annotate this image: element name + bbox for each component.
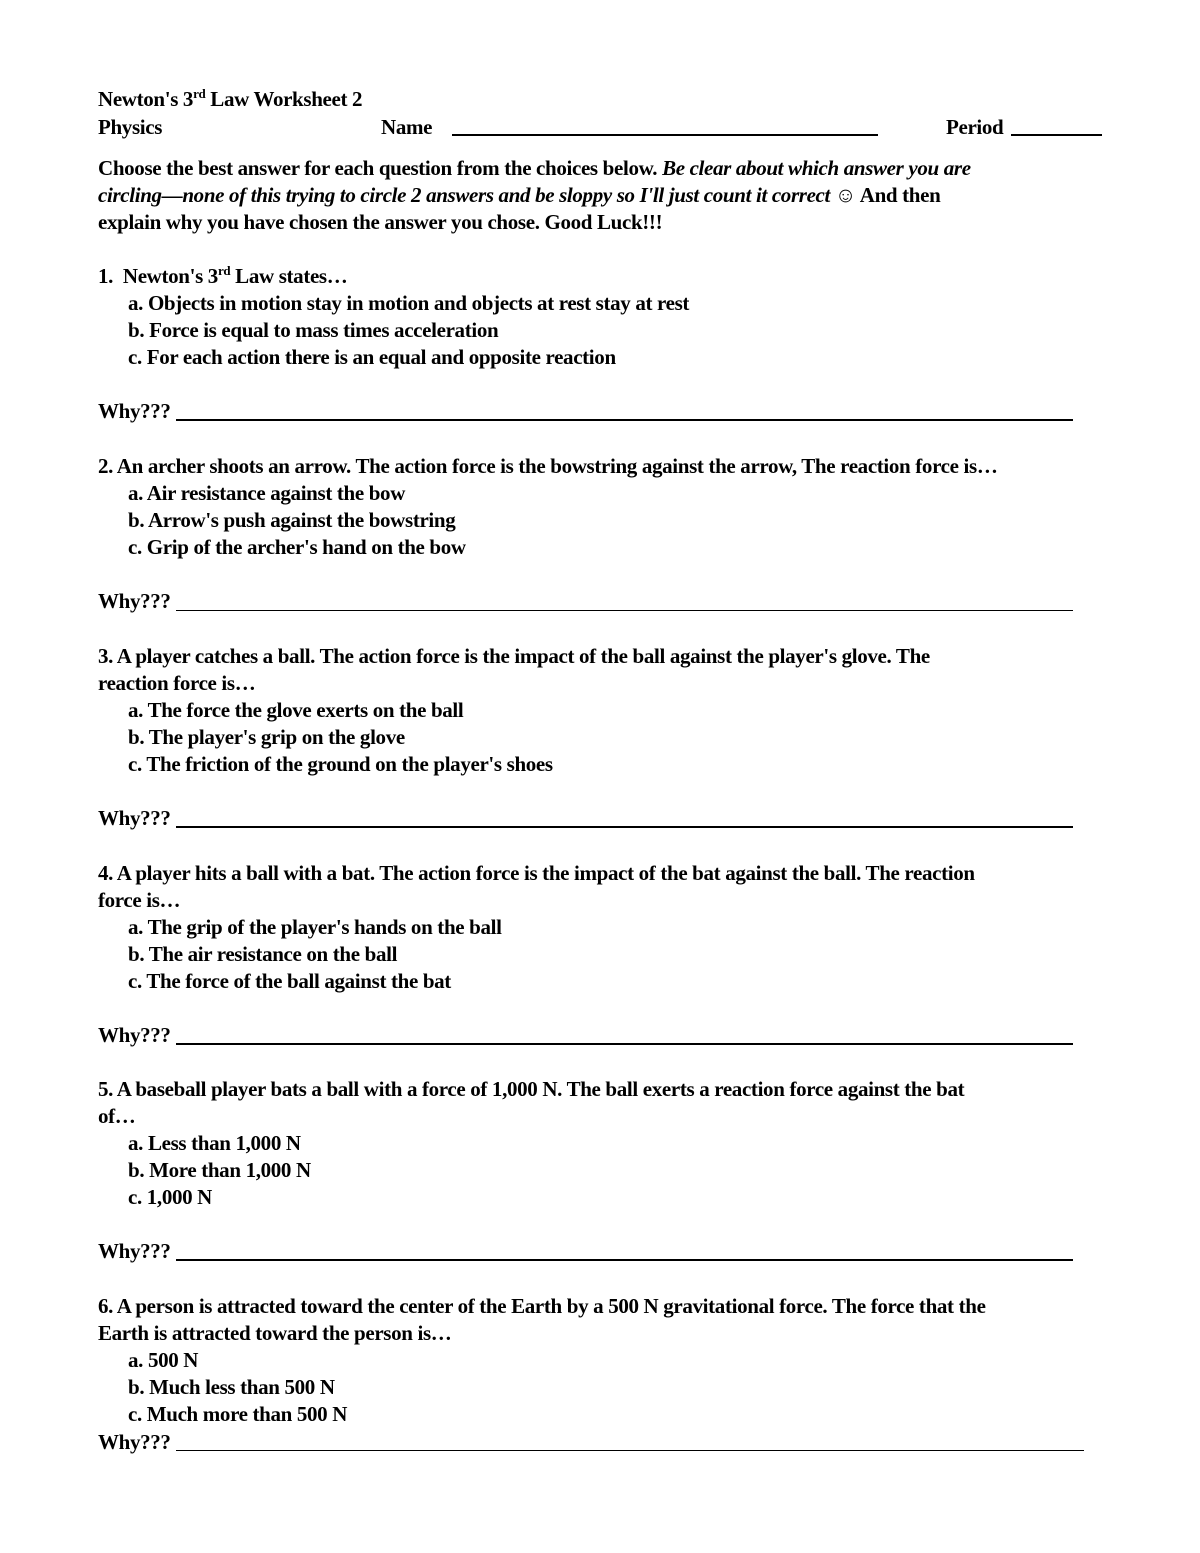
question-5-option-b[interactable]: b. More than 1,000 N <box>128 1158 311 1182</box>
question-1-why-answer-line[interactable] <box>176 419 1073 421</box>
question-6-option-b[interactable]: b. Much less than 500 N <box>128 1375 335 1399</box>
question-3-option-a[interactable]: a. The force the glove exerts on the ball <box>128 698 464 722</box>
question-1-option-b[interactable]: b. Force is equal to mass times acceleration <box>128 318 499 342</box>
question-2-option-b[interactable]: b. Arrow's push against the bowstring <box>128 508 456 532</box>
question-1-why-label: Why??? <box>98 399 171 423</box>
question-1-option-c[interactable]: c. For each action there is an equal and opposite reaction <box>128 345 616 369</box>
instructions-line-3: explain why you have chosen the answer you chose. Good Luck!!! <box>98 210 663 234</box>
question-1-option-a[interactable]: a. Objects in motion stay in motion and objects at rest stay at rest <box>128 291 690 315</box>
question-4-stem-line-1: 4. A player hits a ball with a bat. The action force is the impact of the bat against the ball. The reaction <box>98 861 975 885</box>
question-4-option-c[interactable]: c. The force of the ball against the bat <box>128 969 451 993</box>
question-4-option-b[interactable]: b. The air resistance on the ball <box>128 942 398 966</box>
question-6-why-label: Why??? <box>98 1430 171 1454</box>
question-3-option-b[interactable]: b. The player's grip on the glove <box>128 725 405 749</box>
name-label: Name <box>381 115 433 139</box>
question-6-stem-line-1: 6. A person is attracted toward the center of the Earth by a 500 N gravitational force. The force that the <box>98 1294 986 1318</box>
question-4-stem-line-2: force is… <box>98 888 181 912</box>
question-6-why-answer-line[interactable] <box>176 1450 1084 1451</box>
question-5-option-a[interactable]: a. Less than 1,000 N <box>128 1131 301 1155</box>
subject-label: Physics <box>98 115 163 139</box>
question-4-why-answer-line[interactable] <box>176 1043 1073 1045</box>
question-5-stem-line-1: 5. A baseball player bats a ball with a force of 1,000 N. The ball exerts a reaction force against the bat <box>98 1077 965 1101</box>
question-2-option-c[interactable]: c. Grip of the archer's hand on the bow <box>128 535 466 559</box>
question-2-why-label: Why??? <box>98 589 171 613</box>
period-label: Period <box>946 115 1004 139</box>
name-field-line[interactable] <box>452 134 878 136</box>
question-3-why-answer-line[interactable] <box>176 826 1073 828</box>
question-4-option-a[interactable]: a. The grip of the player's hands on the ball <box>128 915 502 939</box>
question-5-why-label: Why??? <box>98 1239 171 1263</box>
instructions-line-2: circling—none of this trying to circle 2 answers and be sloppy so I'll just count it correct ☺ And then <box>98 183 941 207</box>
smiley-icon: ☺ <box>834 183 857 207</box>
question-5-option-c[interactable]: c. 1,000 N <box>128 1185 212 1209</box>
question-2-option-a[interactable]: a. Air resistance against the bow <box>128 481 406 505</box>
question-3-option-c[interactable]: c. The friction of the ground on the player's shoes <box>128 752 553 776</box>
period-field-line[interactable] <box>1011 134 1102 136</box>
question-4-why-label: Why??? <box>98 1023 171 1047</box>
question-2-why-answer-line[interactable] <box>176 610 1073 611</box>
question-1-stem: 1. Newton's 3rd Law states… <box>98 263 348 288</box>
question-5-why-answer-line[interactable] <box>176 1259 1073 1261</box>
instructions-line-1: Choose the best answer for each question from the choices below. Be clear about which answer you are <box>98 156 971 180</box>
question-2-stem: 2. An archer shoots an arrow. The action force is the bowstring against the arrow, The reaction force is… <box>98 454 998 478</box>
question-3-why-label: Why??? <box>98 806 171 830</box>
question-6-stem-line-2: Earth is attracted toward the person is… <box>98 1321 452 1345</box>
question-6-option-a[interactable]: a. 500 N <box>128 1348 199 1372</box>
question-5-stem-line-2: of… <box>98 1104 136 1128</box>
question-6-option-c[interactable]: c. Much more than 500 N <box>128 1402 348 1426</box>
question-3-stem-line-1: 3. A player catches a ball. The action force is the impact of the ball against the player's glove. The <box>98 644 930 668</box>
worksheet-title: Newton's 3rd Law Worksheet 2 <box>98 86 363 111</box>
question-3-stem-line-2: reaction force is… <box>98 671 256 695</box>
